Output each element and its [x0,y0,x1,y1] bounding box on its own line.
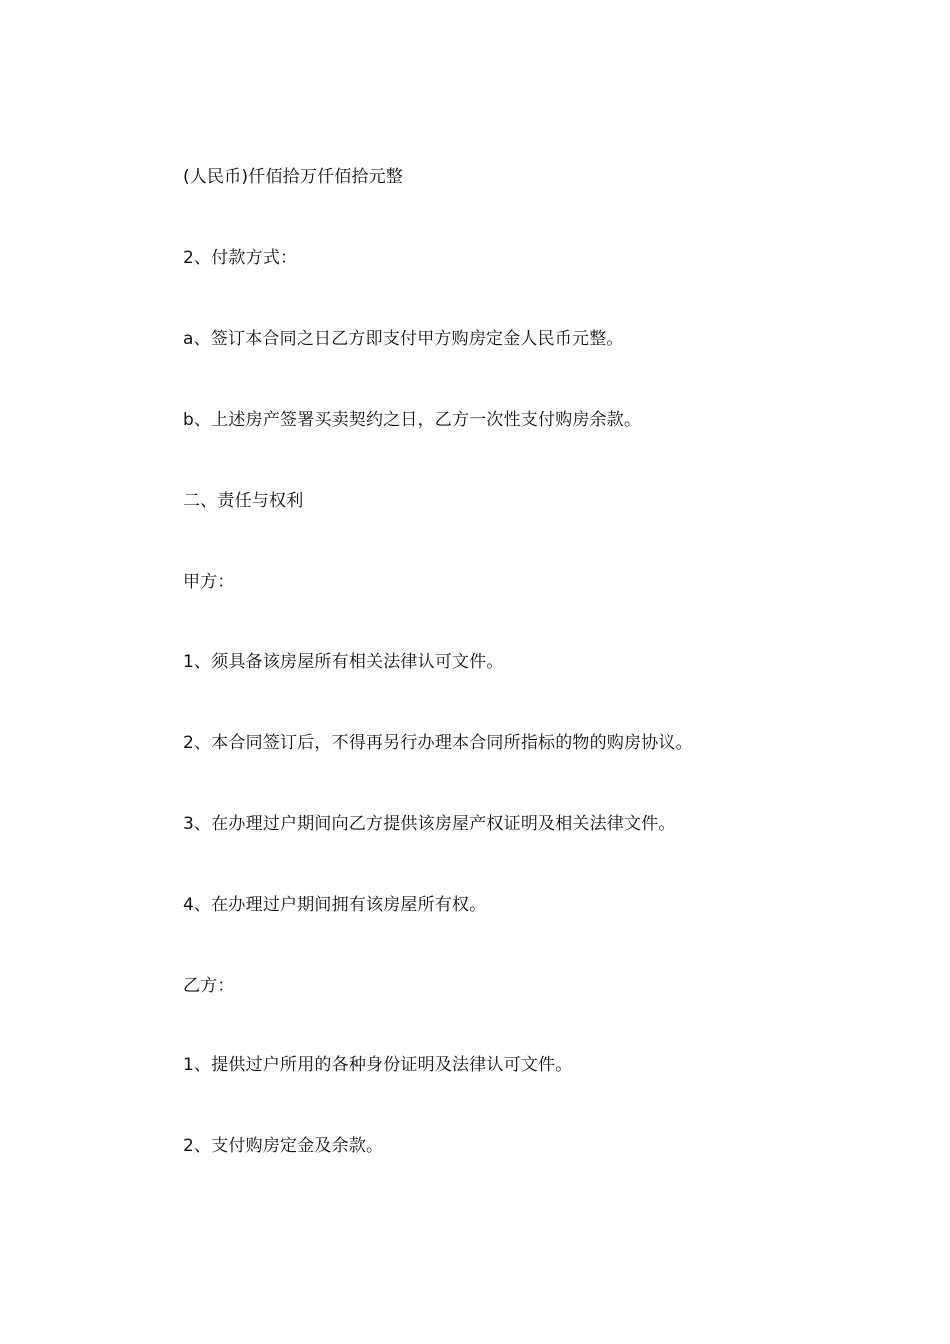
payment-item-b: b、上述房产签署买卖契约之日，乙方一次性支付购房余款。 [183,410,642,430]
party-b-heading: 乙方： [183,976,235,996]
party-a-heading: 甲方： [183,572,235,592]
payment-method-heading: 2、付款方式： [183,248,298,268]
section-heading-responsibilities: 二、责任与权利 [183,491,304,511]
party-a-item-2: 2、本合同签订后，不得再另行办理本合同所指标的物的购房协议。 [183,733,693,753]
party-b-item-1: 1、提供过户所用的各种身份证明及法律认可文件。 [183,1055,573,1075]
party-b-item-2: 2、支付购房定金及余款。 [183,1136,384,1156]
party-a-item-1: 1、须具备该房屋所有相关法律认可文件。 [183,652,504,672]
party-a-item-3: 3、在办理过户期间向乙方提供该房屋产权证明及相关法律文件。 [183,814,676,834]
party-a-item-4: 4、在办理过户期间拥有该房屋所有权。 [183,895,487,915]
price-amount-line: (人民币)仟佰拾万仟佰拾元整 [183,167,404,187]
payment-item-a: a、签订本合同之日乙方即支付甲方购房定金人民币元整。 [183,329,624,349]
